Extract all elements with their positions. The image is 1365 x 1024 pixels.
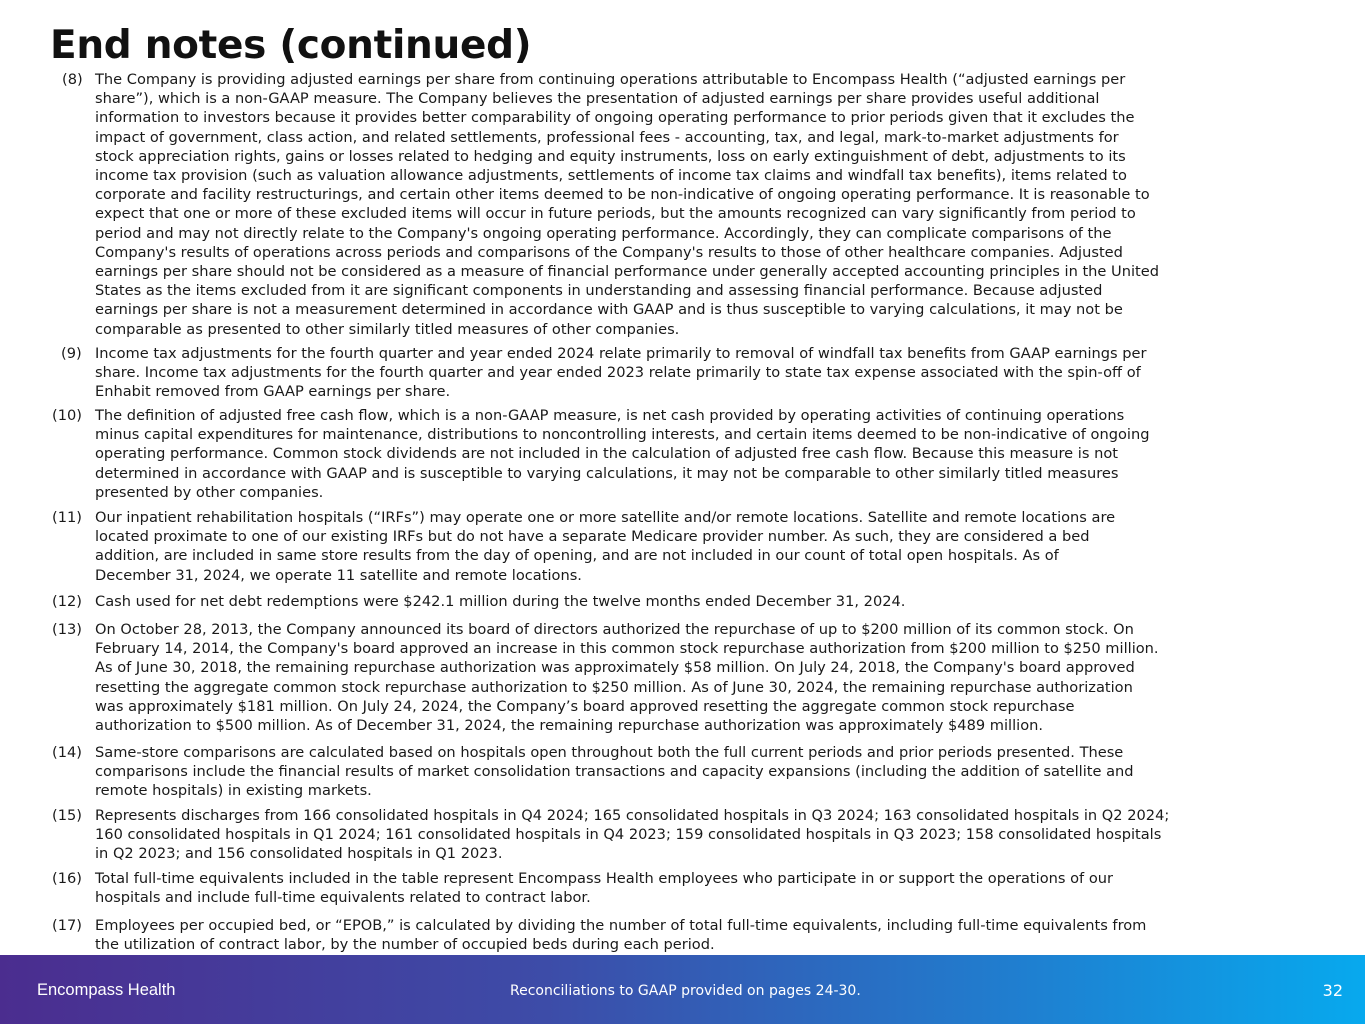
note-number: (15) [52, 807, 82, 824]
note-number: (11) [52, 509, 82, 526]
note-text: Cash used for net debt redemptions were $242.1 million during the twelve months ended December 31, 2024. [95, 593, 906, 610]
page-number: 32 [1322, 981, 1343, 1000]
reconciliation-note: Reconciliations to GAAP provided on pages 24-30. [510, 983, 861, 999]
company-logo-text: Encompass Health [37, 981, 176, 999]
note-number: (17) [52, 917, 82, 934]
note-text: Total full-time equivalents included in the table represent Encompass Health employees who participate in or support the operations of our hospitals and include full-time equivalents related to contract labor. [95, 870, 1113, 907]
note-text: The definition of adjusted free cash flow, which is a non-GAAP measure, is net cash provided by operating activities of continuing operations minus capital expenditures for maintenance, distributions to noncontrolling interests, and certain items deemed to be non-indicative of ongoing operating performance. Common stock dividends are not included in the calculation of adjusted free cash flow. Because this measure is not determined in accordance with GAAP and is susceptible to varying calculations, it may not be comparable to other similarly titled measures presented by other companies. [95, 407, 1150, 501]
note-text: The Company is providing adjusted earnings per share from continuing operations attributable to Encompass Health (“adjusted earnings per share”), which is a non-GAAP measure. The Company believes the presentation of adjusted earnings per share provides useful additional information to investors because it provides better comparability of ongoing operating performance to prior periods given that it excludes the impact of government, class action, and related settlements, professional fees - accounting, tax, and legal, mark-to-market adjustments for stock appreciation rights, gains or losses related to hedging and equity instruments, loss on early extinguishment of debt, adjustments to its income tax provision (such as valuation allowance adjustments, settlements of income tax claims and windfall tax benefits), items related to corporate and facility restructurings, and certain other items deemed to be non-indicative of ongoing operating performance. It is reasonable to expect that one or more of these excluded items will occur in future periods, but the amounts recognized can vary significantly from period to period and may not directly relate to the Company's ongoing operating performance. Accordingly, they can complicate comparisons of the Company's results of operations across periods and comparisons of the Company's results to those of other healthcare companies. Adjusted earnings per share should not be considered as a measure of financial performance under generally accepted accounting principles in the United States as the items excluded from it are significant components in understanding and assessing financial performance. Because adjusted earnings per share is not a measurement determined in accordance with GAAP and is thus susceptible to varying calculations, it may not be comparable as presented to other similarly titled measures of other companies. [95, 71, 1160, 338]
note-text: On October 28, 2013, the Company announced its board of directors authorized the repurchase of up to $200 million of its common stock. On February 14, 2014, the Company's board approved an increase in this common stock repurchase authorization from $200 million to $250 million. As of June 30, 2018, the remaining repurchase authorization was approximately $58 million. On July 24, 2018, the Company's board approved resetting the aggregate common stock repurchase authorization to $250 million. As of June 30, 2024, the remaining repurchase authorization was approximately $181 million. On July 24, 2024, the Company’s board approved resetting the aggregate common stock repurchase authorization to $500 million. As of December 31, 2024, the remaining repurchase authorization was approximately $489 million. [95, 621, 1159, 735]
note-text: Same-store comparisons are calculated based on hospitals open throughout both the full current periods and prior periods presented. These comparisons include the financial results of market consolidation transactions and capacity expansions (including the addition of satellite and remote hospitals) in existing markets. [95, 744, 1134, 800]
note-number: (10) [52, 407, 82, 424]
note-number: (14) [52, 744, 82, 761]
footer-bar [0, 955, 1365, 1024]
note-text: Employees per occupied bed, or “EPOB,” is calculated by dividing the number of total full-time equivalents, including full-time equivalents from the utilization of contract labor, by the number of occupied beds during each period. [95, 917, 1147, 954]
note-number: (16) [52, 870, 82, 887]
note-text: Our inpatient rehabilitation hospitals (“IRFs”) may operate one or more satellite and/or remote locations. Satellite and remote locations are located proximate to one of our existing IRFs but do not have a separate Medicare provider number. As such, they are considered a bed addition, are included in same store results from the day of opening, and are not included in our count of total open hospitals. As of December 31, 2024, we operate 11 satellite and remote locations. [95, 509, 1116, 584]
note-number: (9) [61, 345, 82, 362]
note-text: Income tax adjustments for the fourth quarter and year ended 2024 relate primarily to removal of windfall tax benefits from GAAP earnings per share. Income tax adjustments for the fourth quarter and year ended 2023 relate primarily to state tax expense associated with the spin-off of Enhabit removed from GAAP earnings per share. [95, 345, 1147, 401]
note-number: (12) [52, 593, 82, 610]
page-title: End notes (continued) [50, 23, 532, 68]
note-number: (8) [62, 71, 83, 88]
note-number: (13) [52, 621, 82, 638]
note-text: Represents discharges from 166 consolidated hospitals in Q4 2024; 165 consolidated hospitals in Q3 2024; 163 consolidated hospitals in Q2 2024; 160 consolidated hospitals in Q1 2024; 161 consolidated hospitals in Q4 2023; 159 consolidated hospitals in Q3 2023; 158 consolidated hospitals in Q2 2023; and 156 consolidated hospitals in Q1 2023. [95, 807, 1170, 863]
